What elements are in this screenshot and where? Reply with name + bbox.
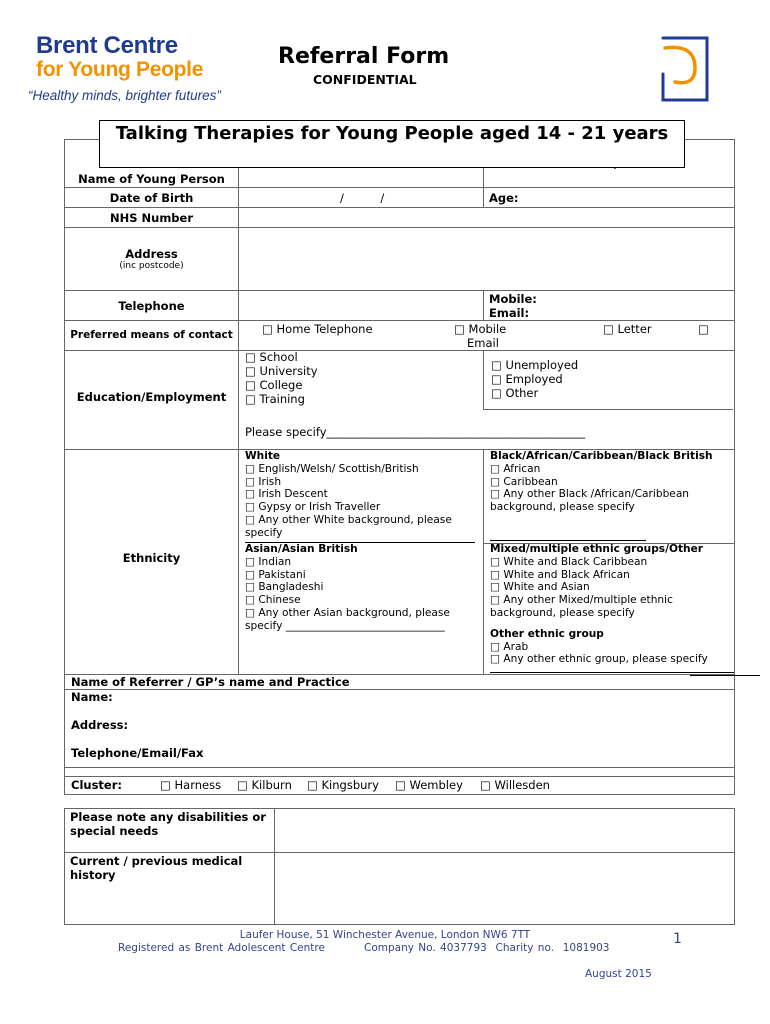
emp-other-checkbox[interactable]: □ Other [491, 386, 539, 400]
brand-logo-icon [655, 34, 715, 104]
logo-line-2: for Young People [36, 58, 204, 81]
cluster-wembley-checkbox[interactable]: □ Wembley [395, 778, 463, 792]
mixed-african-checkbox[interactable]: □ White and Black African [490, 568, 630, 581]
asian-pakistani-checkbox[interactable]: □ Pakistani [245, 568, 306, 581]
black-caribbean-checkbox[interactable]: □ Caribbean [490, 475, 558, 488]
age-input[interactable] [484, 188, 735, 208]
other-heading: Other ethnic group [490, 627, 604, 640]
cluster-willesden-checkbox[interactable]: □ Willesden [480, 778, 550, 792]
white-irish-checkbox[interactable]: □ Irish [245, 475, 282, 488]
emp-unemployed-checkbox[interactable]: □ Unemployed [491, 358, 579, 372]
contact-email-checkbox[interactable]: □ [698, 322, 709, 336]
telephone-label: Telephone [65, 291, 239, 321]
address-input[interactable] [239, 228, 735, 291]
ethnicity-right-col [484, 450, 735, 675]
mixed-other-checkbox[interactable]: □ Any other Mixed/multiple ethnic background, please specify [490, 594, 673, 619]
referrer-contact-field[interactable]: Telephone/Email/Fax [71, 746, 204, 760]
cluster-row [65, 777, 735, 795]
black-other-checkbox[interactable]: □ Any other Black /African/Caribbean background, please specify [490, 488, 690, 514]
white-gypsy-checkbox[interactable]: □ Gypsy or Irish Traveller [245, 501, 381, 514]
dob-label: Date of Birth [65, 188, 239, 208]
address-label-cell [65, 228, 239, 291]
medical-label: Current / previous medical history [65, 853, 275, 925]
referrer-name-field[interactable]: Name: [71, 690, 113, 704]
edu-college-checkbox[interactable]: □ College [245, 378, 303, 392]
page-title: Referral Form [278, 44, 450, 69]
contact-email-label: Email [467, 336, 499, 350]
other-any-checkbox[interactable]: □ Any other ethnic group, please specify [490, 653, 708, 666]
mobile-email-cell[interactable] [484, 291, 735, 321]
telephone-input[interactable] [239, 291, 484, 321]
mobile-label: Mobile: [489, 292, 537, 306]
name-label: Name of Young Person [78, 172, 225, 186]
edu-university-checkbox[interactable]: □ University [245, 364, 318, 378]
white-irish-descent-checkbox[interactable]: □ Irish Descent [245, 488, 328, 501]
black-african-checkbox[interactable]: □ African [490, 462, 541, 475]
referrer-address-field[interactable]: Address: [71, 718, 129, 732]
logo-line-1: Brent Centre [36, 32, 178, 59]
edu-specify-field[interactable]: Please specify_____________________________________________ [245, 425, 586, 439]
health-table [64, 808, 735, 925]
contact-mobile-checkbox[interactable]: □ Mobile [454, 322, 507, 336]
asian-specify-field[interactable]: specify ______________________________ [245, 619, 445, 632]
mixed-caribbean-checkbox[interactable]: □ White and Black Caribbean [490, 555, 648, 568]
form-banner: Talking Therapies for Young People aged 14 - 21 years [99, 120, 685, 168]
edu-training-checkbox[interactable]: □ Training [245, 392, 305, 406]
contact-home-checkbox[interactable]: □ Home Telephone [262, 322, 373, 336]
logo-tagline: “Healthy minds, brighter futures” [28, 88, 221, 103]
referrer-heading: Name of Referrer / GP’s name and Practice [71, 675, 350, 689]
asian-indian-checkbox[interactable]: □ Indian [245, 555, 292, 568]
footer-address: Laufer House, 51 Winchester Avenue, London NW6 7TT [239, 929, 531, 941]
cluster-harness-checkbox[interactable]: □ Harness [160, 778, 222, 792]
white-english-checkbox[interactable]: □ English/Welsh/ Scottish/British [245, 462, 419, 475]
asian-heading: Asian/Asian British [245, 543, 358, 555]
disability-input[interactable] [275, 809, 735, 853]
education-label: Education/Employment [65, 351, 239, 450]
disability-label: Please note any disabilities or special needs [65, 809, 275, 853]
footer-date: August 2015 [585, 968, 652, 980]
nhs-input[interactable] [239, 208, 735, 228]
mixed-heading: Mixed/multiple ethnic groups/Other [490, 543, 703, 555]
ethnicity-left-col [239, 450, 484, 675]
age-label: Age: [489, 190, 519, 205]
nhs-label: NHS Number [65, 208, 239, 228]
referrer-section [65, 675, 735, 777]
edu-school-checkbox[interactable]: □ School [245, 350, 298, 364]
medical-input[interactable] [275, 853, 735, 925]
emp-employed-checkbox[interactable]: □ Employed [491, 372, 563, 386]
education-options [239, 351, 735, 450]
cluster-label: Cluster: [71, 778, 122, 792]
black-heading: Black/African/Caribbean/Black British [490, 450, 713, 462]
cluster-kilburn-checkbox[interactable]: □ Kilburn [237, 778, 292, 792]
contact-letter-checkbox[interactable]: □ Letter [603, 322, 652, 336]
email-label: Email: [489, 306, 530, 320]
footer-registration: Registered as Brent Adolescent Centre Company No. 4037793 Charity no. 1081903 [118, 942, 610, 954]
ethnicity-label: Ethnicity [65, 450, 239, 675]
dob-separators: / / [340, 190, 385, 205]
other-arab-checkbox[interactable]: □ Arab [490, 640, 529, 653]
contact-options [239, 321, 735, 351]
asian-bangladeshi-checkbox[interactable]: □ Bangladeshi [245, 581, 324, 594]
asian-chinese-checkbox[interactable]: □ Chinese [245, 594, 301, 607]
asian-other-checkbox[interactable]: □ Any other Asian background, please [245, 606, 450, 619]
page-subtitle: CONFIDENTIAL [313, 72, 417, 87]
address-sublabel: (inc postcode) [119, 261, 184, 271]
contact-label: Preferred means of contact [65, 321, 239, 351]
address-label: Address [125, 247, 178, 261]
dob-input[interactable] [239, 188, 484, 208]
referral-form-table [64, 139, 735, 795]
white-other-checkbox[interactable]: □ Any other White background, please specify [245, 513, 452, 539]
page-number: 1 [673, 931, 682, 947]
mixed-asian-checkbox[interactable]: □ White and Asian [490, 581, 590, 594]
white-heading: White [245, 450, 281, 462]
cluster-kingsbury-checkbox[interactable]: □ Kingsbury [307, 778, 379, 792]
